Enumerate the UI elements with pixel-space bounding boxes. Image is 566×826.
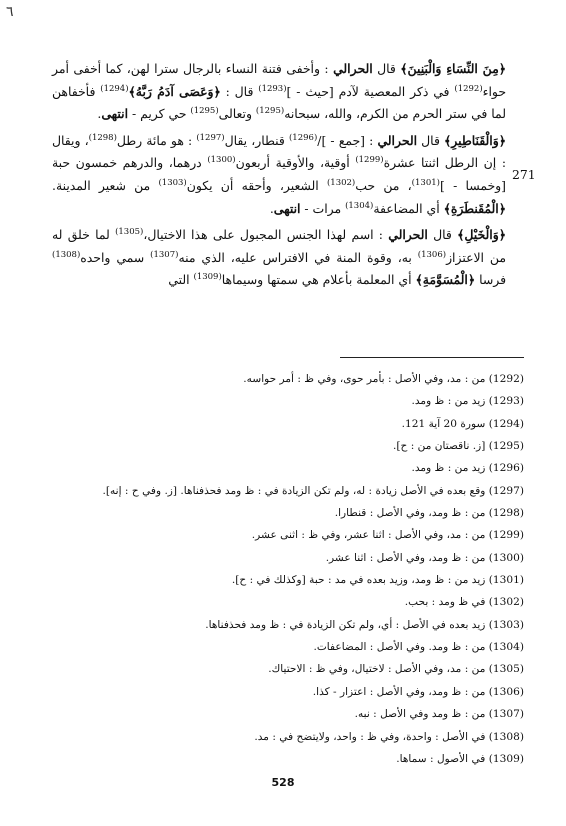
text: الشعير، وأحقه أن يكون — [186, 177, 327, 193]
page-number: 528 — [271, 776, 295, 789]
footnote-item: (1294) سورة 20 آية 121. — [401, 417, 524, 430]
text: قال — [417, 132, 445, 148]
footnote-item: (1308) في الأصل : واحدة، وفي ظ : واحد، ولايتضح في : مد. — [254, 730, 524, 743]
bold-text: الحرالي — [333, 61, 373, 76]
footnote-item: (1297) وقع بعده في الأصل زيادة : له، ولم تكن الزيادة في : ظ ومد فحذفناها. [ز. وفي ح : إنه]. — [102, 484, 524, 497]
text: في ذكر المعصية لآدم [حيث - ] — [286, 83, 455, 99]
text: : اسم لهذا الجنس المجبول على هذا الاختيال، — [143, 227, 389, 243]
text: به، وقوة المنة في الافتراس عليه، الذي منه — [178, 249, 418, 265]
quran-quote: ﴿مِنَ النِّسَاءِ وَالْبَنِينَ﴾ — [400, 61, 506, 76]
footnote-ref: (1297) — [196, 132, 225, 143]
text: التي — [168, 272, 194, 288]
text: . — [269, 200, 274, 216]
footnote-ref: (1301) — [411, 177, 440, 188]
text: من شعير المدينة. — [52, 177, 159, 193]
footnote-item: (1304) من : ظ ومد. وفي الأصل : المضاعفات. — [313, 641, 524, 654]
paragraph-entry-nisa — [52, 58, 506, 126]
text: درهما، والدرهم خمسون حبة [وخمسا - ] — [52, 155, 506, 193]
footnote-item: (1302) في ظ ومد : بحب. — [404, 596, 524, 609]
footnote-ref: (1299) — [355, 155, 384, 166]
footnote-item: (1305) من : مد، وفي الأصل : لاختيال، وفي ظ : الاحتياك. — [268, 663, 524, 676]
text: قنطار، يقال — [224, 132, 289, 148]
text: فأخفاهن لما في ستر الحرم من الكرم، والله، سبحانه — [52, 83, 506, 122]
footnote-item: (1299) من : مد، وفي الأصل : اثنا عشر، وفي ظ : اثنى عشر. — [251, 529, 524, 542]
quran-quote: ﴿الْمُسَوَّمَةِ﴾ — [415, 272, 476, 288]
footnote-item: (1300) من : ظ ومد، وفي الأصل : اثنا عشر. — [325, 551, 524, 564]
text: فرسا — [475, 272, 506, 288]
footnote-ref: (1308) — [52, 249, 81, 260]
text: مرات - — [300, 200, 346, 216]
text: أوقية، والأوقية أربعون — [235, 155, 356, 171]
text: أي المضاعفة — [373, 200, 444, 216]
paragraph-entry-qanatir — [52, 130, 506, 220]
text: أي المعلمة بأعلام هي سمتها وسيماها — [221, 272, 416, 288]
bold-text: انتهى — [273, 200, 301, 216]
quran-quote: ﴿الْمُقَنطَرَةِ﴾ — [443, 200, 506, 216]
quran-quote: ﴿وَالْقَنَاطِيرِ﴾ — [444, 132, 506, 148]
footnote-item: (1303) زيد بعده في الأصل : أي، ولم تكن الزيادة في : ظ ومد فحذفناها. — [205, 618, 524, 631]
quran-quote: ﴿وَالْخَيْلِ﴾ — [457, 227, 506, 243]
footnote-ref: (1300) — [207, 155, 236, 166]
bold-text: انتهى — [101, 106, 129, 122]
footnote-ref: (1296) — [288, 132, 318, 143]
text: وتعالى — [218, 106, 256, 122]
margin-page-reference: 271 — [512, 167, 536, 182]
footnote-ref: (1292) — [454, 83, 483, 94]
text: : [جمع - ]/ — [317, 132, 378, 148]
footnote-ref: (1304) — [345, 200, 374, 211]
footnote-item: (1292) من : مد، وفي الأصل : بأمر حوى، وفي ظ : أمر حواسه. — [243, 373, 524, 385]
text: قال — [372, 61, 401, 76]
bold-text: الحرالي — [377, 132, 418, 148]
footnote-item: (1298) من : ظ ومد، وفي الأصل : قنطارا. — [334, 507, 524, 520]
text: لما خلق له من الاعتزاز — [52, 227, 506, 265]
text: سمي واحده — [80, 249, 151, 265]
footnote-ref: (1307) — [150, 249, 179, 260]
footnote-ref: (1305) — [115, 227, 144, 238]
footnote-item: (1296) زيد من : ظ ومد. — [411, 462, 524, 475]
footnote-item: (1307) من : ظ ومد وفي الأصل : نبه. — [354, 708, 524, 721]
text: ، من حب — [355, 177, 412, 193]
text: : هو مائة رطل — [116, 132, 197, 148]
footnote-item: (1295) [ز. ناقصتان من : ح]. — [393, 440, 524, 453]
footnote-item: (1309) في الأصول : سماها. — [396, 752, 524, 765]
footnote-separator — [340, 357, 524, 358]
footnote-item: (1306) من : ظ ومد، وفي الأصل : اعتزار - كذا. — [312, 685, 524, 698]
footnote-ref: (1309) — [193, 272, 222, 283]
footnote-ref: (1295) — [190, 106, 219, 117]
footnote-ref: (1306) — [417, 249, 447, 260]
footnote-ref: (1295) — [255, 106, 285, 117]
footnote-item: (1293) زيد من : ظ ومد. — [411, 395, 524, 408]
text: : وأخفى فتنة النساء بالرجال سترا لهن، كما أخفى أمر حواء — [52, 61, 506, 99]
text: قال — [427, 227, 458, 243]
footnotes — [54, 368, 524, 770]
footnote-ref: (1302) — [326, 177, 356, 188]
footnote-ref: (1298) — [88, 132, 117, 143]
quran-quote: ﴿وَعَصَى آدَمُ رَبَّهُ﴾ — [128, 83, 221, 99]
footnote-ref: (1294) — [100, 83, 129, 94]
main-text — [52, 58, 506, 292]
text: . — [97, 106, 102, 122]
footnote-ref: (1293) — [258, 83, 287, 94]
footnote-item: (1301) زيد من : ظ ومد، وزيد بعده في مد : حبة [وكذلك في : ح]. — [231, 574, 524, 587]
paragraph-entry-khayl — [52, 224, 506, 292]
corner-mark: ٦ — [6, 4, 14, 20]
text: قال : — [220, 83, 259, 99]
text: حي كريم - — [128, 106, 191, 122]
footnote-ref: (1303) — [158, 177, 187, 188]
text: ، ويقال : إن الرطل اثنتا عشرة — [52, 132, 506, 171]
bold-text: الحرالي — [388, 227, 428, 243]
